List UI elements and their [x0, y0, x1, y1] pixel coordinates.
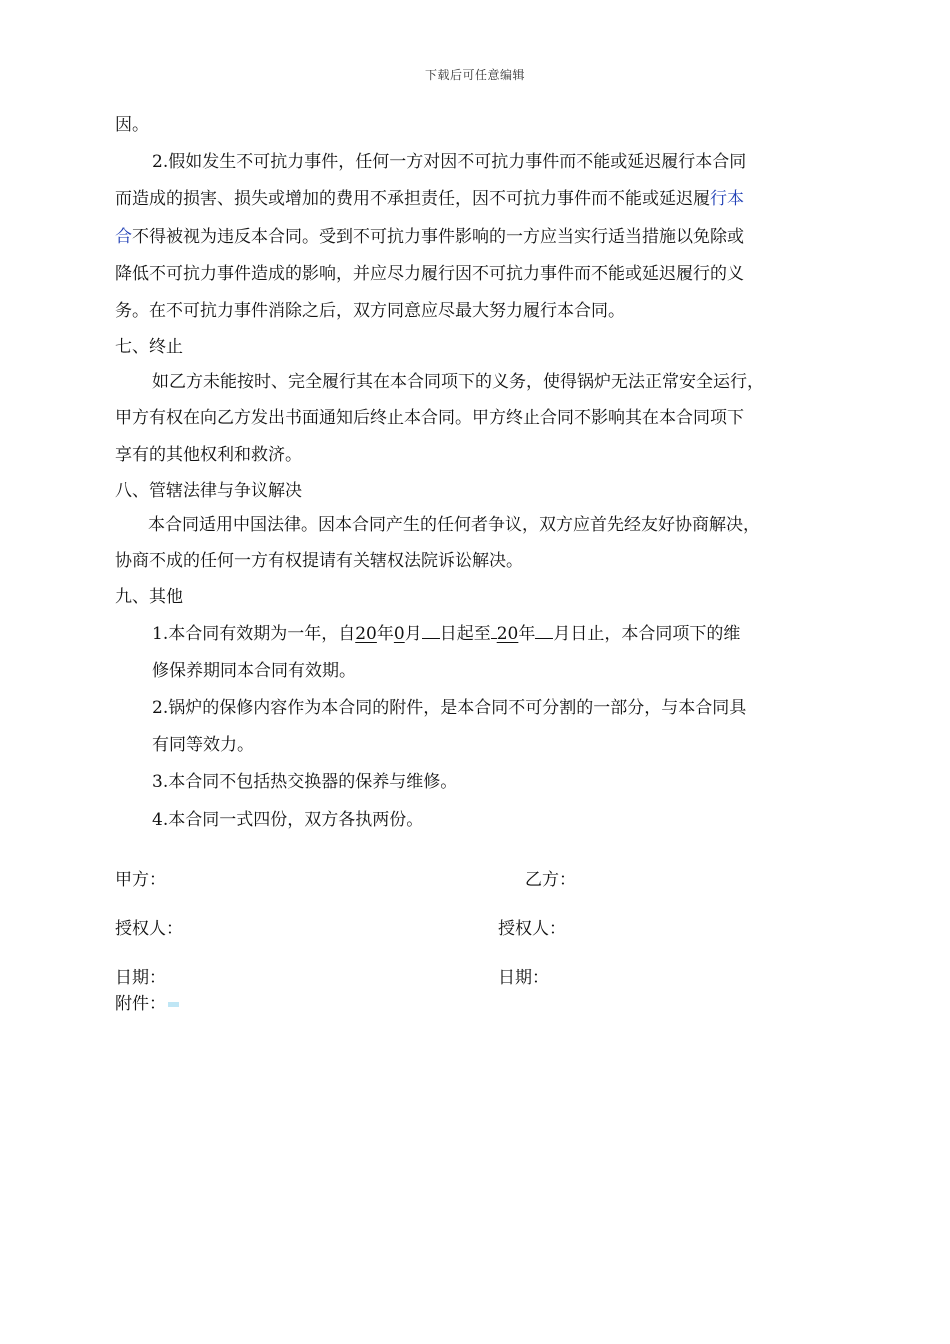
termination-line-1: 如乙方未能按时、完全履行其在本合同项下的义务，使得锅炉无法正常安全运行，: [152, 372, 764, 392]
underlined-month: 0: [393, 624, 405, 644]
highlighted-text: 行本: [710, 189, 744, 209]
date-a-label: 日期：: [115, 968, 166, 988]
other-item-1-line-2: 修保养期同本合同有效期。: [152, 661, 356, 681]
text-run: 不得被视为违反本合同。受到不可抗力事件影响的一方应当实行适当措施以免除或: [132, 227, 744, 247]
attachment-label: 附件：: [115, 994, 166, 1014]
text-run: 而造成的损害、损失或增加的费用不承担责任，因不可抗力事件而不能或延迟履: [115, 189, 710, 209]
party-b-label: 乙方：: [525, 870, 576, 890]
text-run: 年: [376, 624, 394, 644]
paragraph-continuation: 因。: [115, 115, 149, 135]
attachment-line: [115, 993, 179, 1015]
section-heading-other: 九、其他: [115, 587, 183, 607]
text-run: 月: [404, 624, 422, 644]
termination-line-2: 甲方有权在向乙方发出书面通知后终止本合同。甲方终止合同不影响其在本合同项下: [115, 408, 744, 428]
party-a-label: 甲方：: [115, 870, 166, 890]
section-heading-termination: 七、终止: [115, 337, 183, 357]
section-heading-governing-law: 八、管辖法律与争议解决: [115, 481, 302, 501]
governing-law-line-1: 本合同适用中国法律。因本合同产生的任何者争议，双方应首先经友好协商解决，: [148, 515, 760, 535]
text-run: 年: [518, 624, 536, 644]
underlined-year: 20: [355, 624, 377, 644]
underlined-year: 20: [496, 624, 519, 644]
termination-line-3: 享有的其他权利和救济。: [115, 445, 302, 465]
other-item-3: 3.本合同不包括热交换器的保养与维修。: [152, 772, 458, 792]
force-majeure-line-5: 务。在不可抗力事件消除之后，双方同意应尽最大努力履行本合同。: [115, 301, 625, 321]
text-run: 月日止，本合同项下的维: [553, 624, 741, 644]
blank-line: [535, 624, 553, 639]
authorized-a-label: 授权人：: [115, 919, 183, 939]
other-item-2-line-2: 有同等效力。: [152, 735, 254, 755]
force-majeure-line-3: [115, 226, 744, 248]
text-run: 日起至: [439, 624, 491, 644]
text-run: 1.本合同有效期为一年，自: [152, 624, 356, 644]
other-item-1-line-1: [152, 623, 740, 645]
force-majeure-line-4: 降低不可抗力事件造成的影响，并应尽力履行因不可抗力事件而不能或延迟履行的义: [115, 264, 744, 284]
governing-law-line-2: 协商不成的任何一方有权提请有关辖权法院诉讼解决。: [115, 551, 523, 571]
date-b-label: 日期：: [498, 968, 549, 988]
attachment-marker-icon: [168, 1002, 179, 1007]
force-majeure-line-2: [115, 188, 744, 210]
page-header: 下载后可任意编辑: [424, 68, 525, 82]
blank-line: [422, 624, 440, 639]
other-item-4: 4.本合同一式四份，双方各执两份。: [152, 810, 424, 830]
authorized-b-label: 授权人：: [498, 919, 566, 939]
other-item-2-line-1: 2.锅炉的保修内容作为本合同的附件，是本合同不可分割的一部分，与本合同具: [152, 698, 747, 718]
force-majeure-line-1: 2.假如发生不可抗力事件，任何一方对因不可抗力事件而不能或延迟履行本合同: [152, 152, 747, 172]
highlighted-text: 合: [115, 227, 132, 247]
